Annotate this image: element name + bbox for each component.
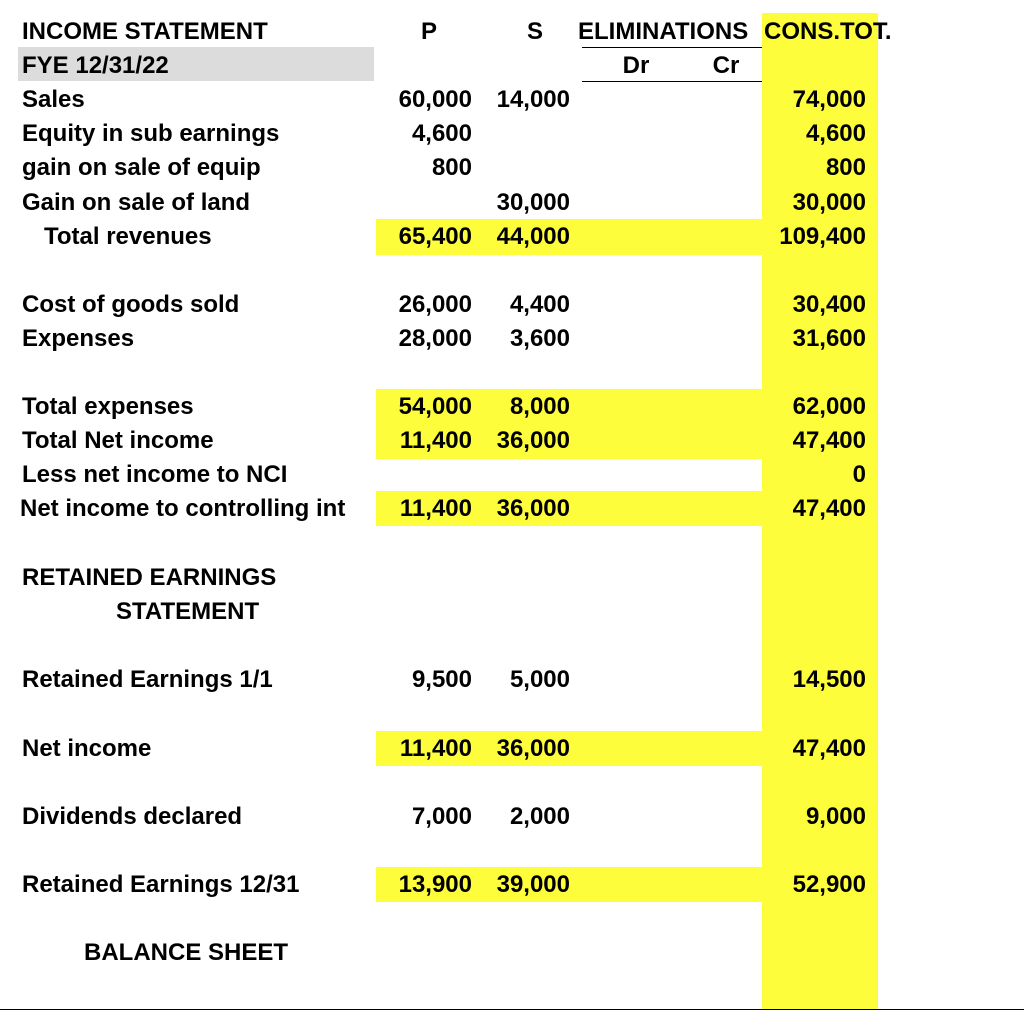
equity-sub-total-value: 4,600	[805, 120, 866, 147]
fiscal-year-end: FYE 12/31/22	[22, 52, 169, 79]
gain-equip-s-value	[476, 151, 570, 185]
gain-equip-total-value: 800	[825, 154, 866, 181]
equity-sub-s-value	[476, 117, 570, 151]
cogs-p-value: 26,000	[398, 291, 472, 318]
gain-equip-p-value: 800	[431, 154, 472, 181]
ni-controlling-p-value: 11,400	[399, 495, 472, 522]
dividends-p-value: 7,000	[411, 803, 472, 830]
gain-land-total-value: 30,000	[792, 189, 866, 216]
expenses-p-value: 28,000	[398, 325, 472, 352]
total-net-income-total-value: 47,400	[792, 427, 866, 454]
row-label-ni-controlling: Net income to controlling int	[20, 495, 346, 522]
less-nci-s-value	[476, 458, 570, 492]
retained-earnings-title-line2: STATEMENT	[116, 598, 260, 625]
row-label-total-expenses: Total expenses	[22, 393, 194, 420]
column-header-cons-total: CONS.TOT.	[764, 18, 892, 45]
row-label-less-nci: Less net income to NCI	[22, 461, 288, 488]
less-nci-total-value: 0	[852, 461, 866, 488]
re-begin-p-value: 9,500	[411, 666, 472, 693]
re-net-income-s-value: 36,000	[496, 735, 570, 762]
bottom-border	[0, 1009, 1024, 1010]
ni-controlling-s-value: 36,000	[496, 495, 570, 522]
re-begin-total-value: 14,500	[792, 666, 866, 693]
re-net-income-total-value: 47,400	[792, 735, 866, 762]
row-label-re-begin: Retained Earnings 1/1	[22, 666, 273, 693]
row-label-re-net-income: Net income	[22, 735, 152, 762]
total-expenses-total-value: 62,000	[792, 393, 866, 420]
re-begin-s-value: 5,000	[509, 666, 570, 693]
dividends-total-value: 9,000	[805, 803, 866, 830]
retained-earnings-title-line1: RETAINED EARNINGS	[22, 564, 277, 591]
row-label-gain-equip: gain on sale of equip	[22, 154, 261, 181]
row-label-total-revenues: Total revenues	[44, 223, 212, 250]
total-expenses-p-value: 54,000	[398, 393, 472, 420]
re-end-p-value: 13,900	[398, 871, 472, 898]
row-label-total-net-income: Total Net income	[22, 427, 214, 454]
row-label-gain-land: Gain on sale of land	[22, 189, 251, 216]
total-revenues-p-value: 65,400	[398, 223, 472, 250]
column-header-cr: Cr	[712, 52, 740, 79]
sales-total-value: 74,000	[792, 86, 866, 113]
sales-s-value: 14,000	[496, 86, 570, 113]
column-header-dr: Dr	[622, 52, 650, 79]
expenses-s-value: 3,600	[509, 325, 570, 352]
gain-land-p-value	[376, 186, 472, 220]
row-label-expenses: Expenses	[22, 325, 135, 352]
row-label-equity-sub: Equity in sub earnings	[22, 120, 280, 147]
gain-land-s-value: 30,000	[496, 189, 570, 216]
dividends-s-value: 2,000	[509, 803, 570, 830]
column-header-p: P	[420, 18, 437, 45]
equity-sub-p-value: 4,600	[411, 120, 472, 147]
row-label-dividends: Dividends declared	[22, 803, 243, 830]
total-revenues-total-value: 109,400	[779, 223, 866, 250]
page-title: INCOME STATEMENT	[22, 18, 268, 45]
total-net-income-s-value: 36,000	[496, 427, 570, 454]
total-net-income-p-value: 11,400	[399, 427, 472, 454]
column-header-eliminations: ELIMINATIONS	[578, 18, 749, 45]
total-expenses-s-value: 8,000	[509, 393, 570, 420]
column-header-s: S	[526, 18, 543, 45]
row-label-cogs: Cost of goods sold	[22, 291, 240, 318]
ni-controlling-total-value: 47,400	[792, 495, 866, 522]
sales-p-value: 60,000	[398, 86, 472, 113]
cogs-total-value: 30,400	[792, 291, 866, 318]
balance-sheet-title: BALANCE SHEET	[84, 939, 289, 966]
re-end-total-value: 52,900	[792, 871, 866, 898]
re-end-s-value: 39,000	[496, 871, 570, 898]
row-label-re-end: Retained Earnings 12/31	[22, 871, 300, 898]
expenses-total-value: 31,600	[792, 325, 866, 352]
cogs-s-value: 4,400	[509, 291, 570, 318]
re-net-income-p-value: 11,400	[399, 735, 472, 762]
less-nci-p-value	[376, 458, 472, 492]
row-label-sales: Sales	[22, 86, 85, 113]
total-revenues-s-value: 44,000	[496, 223, 570, 250]
